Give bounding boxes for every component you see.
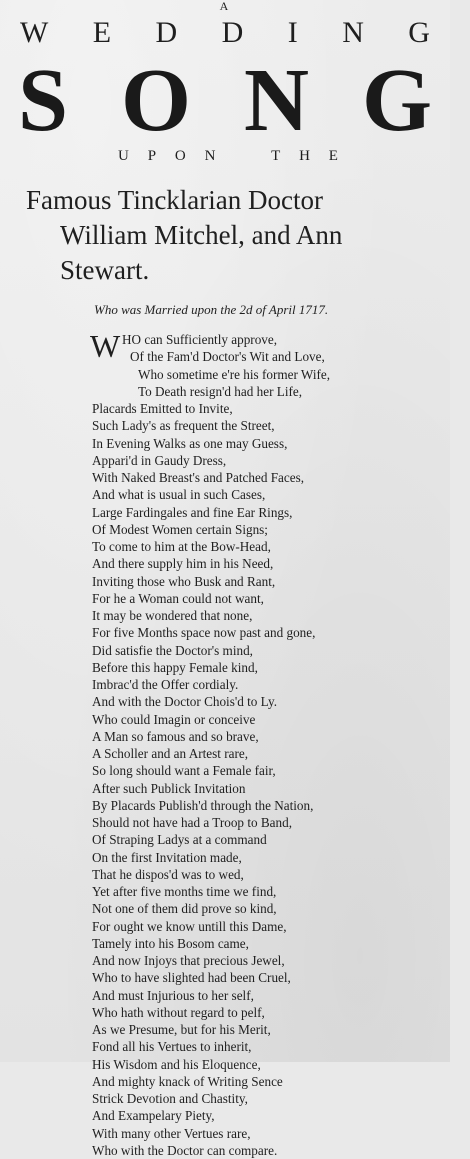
poem-line: Who to have slighted had been Cruel, xyxy=(92,970,291,986)
wedding-letter: D xyxy=(221,16,244,49)
header-upon-the xyxy=(118,148,338,164)
poem-line: Of the Fam'd Doctor's Wit and Love, xyxy=(130,349,325,365)
poem-line: Yet after five months time we find, xyxy=(92,884,277,899)
poem-line: And mighty knack of Writing Sence xyxy=(92,1073,283,1089)
header-wedding xyxy=(20,18,430,48)
poem-line: Appari'd in Gaudy Dress, xyxy=(92,452,227,468)
poem-line: As we Presume, but for his Merit, xyxy=(92,1022,271,1037)
poem-line: Imbrac'd the Offer cordialy. xyxy=(92,677,239,692)
poem-line: For five Months space now past and gone, xyxy=(92,625,316,641)
wedding-letter: E xyxy=(92,16,112,49)
married-note: Who was Married upon the 2d of April 1717. xyxy=(94,302,329,317)
poem-line: It may be wondered that none, xyxy=(92,608,253,623)
upon-letter: N xyxy=(204,148,216,164)
wedding-letter: I xyxy=(287,16,298,49)
poem-line: A Man so famous and so brave, xyxy=(92,728,259,744)
poem-line: That he dispos'd was to wed, xyxy=(92,866,244,882)
poem-line: Who with the Doctor can compare. xyxy=(92,1142,278,1158)
poem-line: So long should want a Female fair, xyxy=(92,763,276,779)
upon-letter: U xyxy=(118,148,129,164)
poem-line: And what is usual in such Cases, xyxy=(92,487,266,503)
poem-line: And Exampelary Piety, xyxy=(92,1108,215,1124)
header-song xyxy=(18,51,432,150)
poem-line: Before this happy Female kind, xyxy=(92,659,258,675)
header-article: A xyxy=(219,0,231,13)
upon-letter: H xyxy=(299,148,310,164)
poem-line: Who sometime e're his former Wife, xyxy=(138,366,331,382)
upon-letter: P xyxy=(147,148,157,164)
poem-line: After such Publick Invitation xyxy=(92,780,246,796)
poem-line: And there supply him in his Need, xyxy=(92,556,274,572)
title-line: William Mitchel, and Ann xyxy=(60,220,343,250)
wedding-letter: G xyxy=(408,16,430,49)
poem-line: Not one of them did prove so kind, xyxy=(92,901,277,917)
poem-line: Tamely into his Bosom came, xyxy=(92,935,249,951)
poem-line: By Placards Publish'd through the Nation, xyxy=(92,797,314,813)
poem-line: To Death resign'd had her Life, xyxy=(138,383,303,399)
poem-line: Did satisfie the Doctor's mind, xyxy=(92,642,253,658)
song-letter: O xyxy=(121,51,192,150)
poem-line: A Scholler and an Artest rare, xyxy=(92,746,249,761)
song-letter: N xyxy=(244,51,310,150)
drop-cap: W xyxy=(90,328,121,364)
poem-line: HO can Sufficiently approve, xyxy=(122,332,278,347)
poem-line: Of Straping Ladys at a command xyxy=(92,832,267,848)
wedding-letter: D xyxy=(155,16,178,49)
poem-line: And now Injoys that precious Jewel, xyxy=(92,953,285,968)
poem-line: With many other Vertues rare, xyxy=(92,1125,251,1141)
poem-line: Who could Imagin or conceive xyxy=(92,711,256,727)
poem-line: Strick Devotion and Chastity, xyxy=(92,1091,248,1106)
title-line: Famous Tincklarian Doctor xyxy=(26,185,323,215)
poem-line: For he a Woman could not want, xyxy=(92,590,264,606)
poem-line: Of Modest Women certain Signs; xyxy=(92,521,268,537)
upon-letter: O xyxy=(174,148,186,164)
poem-line: Placards Emitted to Invite, xyxy=(92,401,233,416)
poem-line: For ought we know untill this Dame, xyxy=(92,918,287,934)
poem-line: Inviting those who Busk and Rant, xyxy=(92,573,276,589)
poem-line: With Naked Breast's and Patched Faces, xyxy=(92,470,305,485)
poem-line: In Evening Walks as one may Guess, xyxy=(92,435,288,451)
upon-gap xyxy=(234,148,252,164)
poem-line: Large Fardingales and fine Ear Rings, xyxy=(92,504,293,520)
poem-line: Such Lady's as frequent the Street, xyxy=(92,418,275,434)
poem-line: His Wisdom and his Eloquence, xyxy=(92,1056,261,1072)
poem-line: Should not have had a Troop to Band, xyxy=(92,815,293,830)
upon-letter: T xyxy=(271,148,281,164)
wedding-letter: W xyxy=(20,16,49,49)
title-line: Stewart. xyxy=(60,255,150,285)
song-letter: G xyxy=(361,51,432,150)
poem-line: On the first Invitation made, xyxy=(92,849,242,865)
poem-line: And with the Doctor Chois'd to Ly. xyxy=(92,694,278,710)
poem-line: And must Injurious to her self, xyxy=(92,987,254,1003)
wedding-letter: N xyxy=(342,16,364,49)
poem-line: To come to him at the Bow-Head, xyxy=(92,539,271,554)
upon-letter: E xyxy=(328,148,338,164)
poem-line: Who hath without regard to pelf, xyxy=(92,1004,265,1020)
poem-line: Fond all his Vertues to inherit, xyxy=(92,1039,252,1055)
song-letter: S xyxy=(18,51,69,150)
poem-body xyxy=(90,328,442,1159)
